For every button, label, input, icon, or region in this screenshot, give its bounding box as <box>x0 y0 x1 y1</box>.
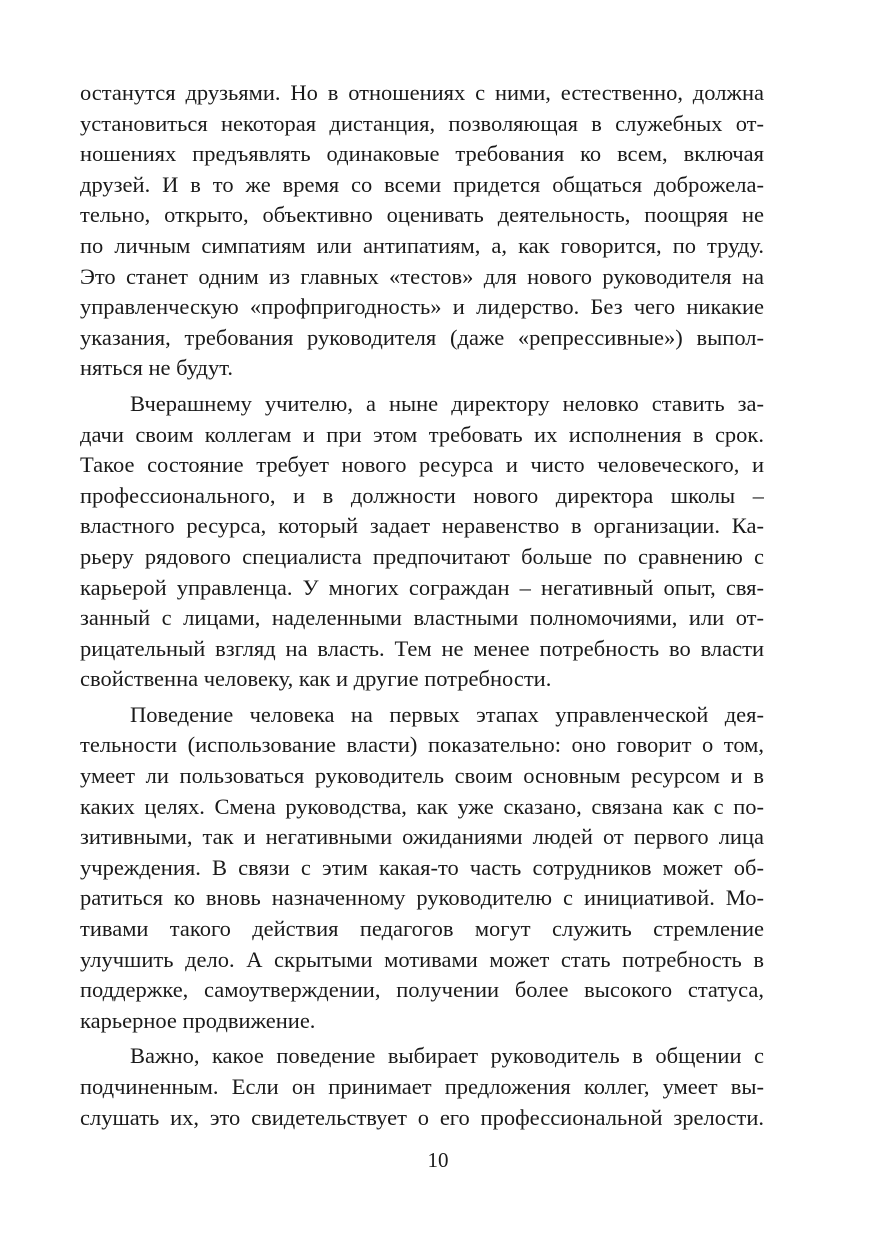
text-line: ратиться ко вновь назначенному руководителю с инициативой. Мо- <box>80 885 764 911</box>
text-line: тельности (использование власти) показательно: оно говорит о том, <box>80 732 764 758</box>
text-line: улучшить дело. А скрытыми мотивами может стать потребность в <box>80 946 764 972</box>
text-line: тельно, открыто, объективно оценивать деятельность, поощряя не <box>80 202 764 228</box>
text-line: дачи своим коллегам и при этом требовать их исполнения в срок. <box>80 421 764 447</box>
text-line: рьеру рядового специалиста предпочитают больше по сравнению с <box>80 543 764 569</box>
text-line: властного ресурса, который задает неравенство в организации. Ка- <box>80 513 764 539</box>
text-line: карьерой управленца. У многих сограждан – негативный опыт, свя- <box>80 574 764 600</box>
text-line: няться не будут. <box>80 355 233 381</box>
text-line: каких целях. Смена руководства, как уже сказано, связана как с по- <box>80 793 764 819</box>
text-line: подчиненным. Если он принимает предложения коллег, умеет вы- <box>80 1074 764 1099</box>
text-line: установиться некоторая дистанция, позволяющая в служебных от- <box>80 110 764 136</box>
text-line: занный с лицами, наделенными властными полномочиями, или от- <box>80 605 764 631</box>
text-line: по личным симпатиям или антипатиям, а, как говорится, по труду. <box>80 232 764 258</box>
text-line: Важно, какое поведение выбирает руководитель в общении с <box>130 1043 764 1069</box>
text-line: свойственна человеку, как и другие потребности. <box>80 666 552 692</box>
text-line: друзей. И в то же время со всеми придется общаться доброжела- <box>80 171 764 197</box>
paragraph-3 <box>80 700 764 1037</box>
text-line: управленческую «профпригодность» и лидерство. Без чего никакие <box>80 294 764 320</box>
text-line: останутся друзьями. Но в отношениях с ними, естественно, должна <box>80 80 764 105</box>
text-line: карьерное продвижение. <box>80 1007 316 1033</box>
text-line: учреждения. В связи с этим какая-то часть сотрудников может об- <box>80 854 764 880</box>
text-line: Такое состояние требует нового ресурса и чисто человеческого, и <box>80 452 764 478</box>
text-line: тивами такого действия педагогов могут служить стремление <box>80 916 764 942</box>
text-line: слушать их, это свидетельствует о его профессиональной зрелости. <box>80 1104 764 1130</box>
text-line: Вчерашнему учителю, а ныне директору неловко ставить за- <box>130 390 764 416</box>
paragraph-1 <box>80 78 764 384</box>
text-line: поддержке, самоутверждении, получении более высокого статуса, <box>80 977 764 1003</box>
text-line: ношениях предъявлять одинаковые требования ко всем, включая <box>80 141 764 167</box>
text-line: указания, требования руководителя (даже «репрессивные») выпол- <box>80 324 764 350</box>
text-line: Это станет одним из главных «тестов» для нового руководителя на <box>80 263 764 289</box>
text-line: зитивными, так и негативными ожиданиями людей от первого лица <box>80 824 764 850</box>
text-line: рицательный взгляд на власть. Тем не менее потребность во власти <box>80 635 764 661</box>
text-line: Поведение человека на первых этапах управленческой дея- <box>130 701 764 727</box>
paragraph-4 <box>80 1041 764 1133</box>
paragraph-2 <box>80 389 764 695</box>
page-body <box>80 78 764 1133</box>
text-line: профессионального, и в должности нового директора школы – <box>80 482 764 508</box>
text-line: умеет ли пользоваться руководитель своим основным ресурсом и в <box>80 763 764 789</box>
page-number: 10 <box>427 1148 449 1172</box>
